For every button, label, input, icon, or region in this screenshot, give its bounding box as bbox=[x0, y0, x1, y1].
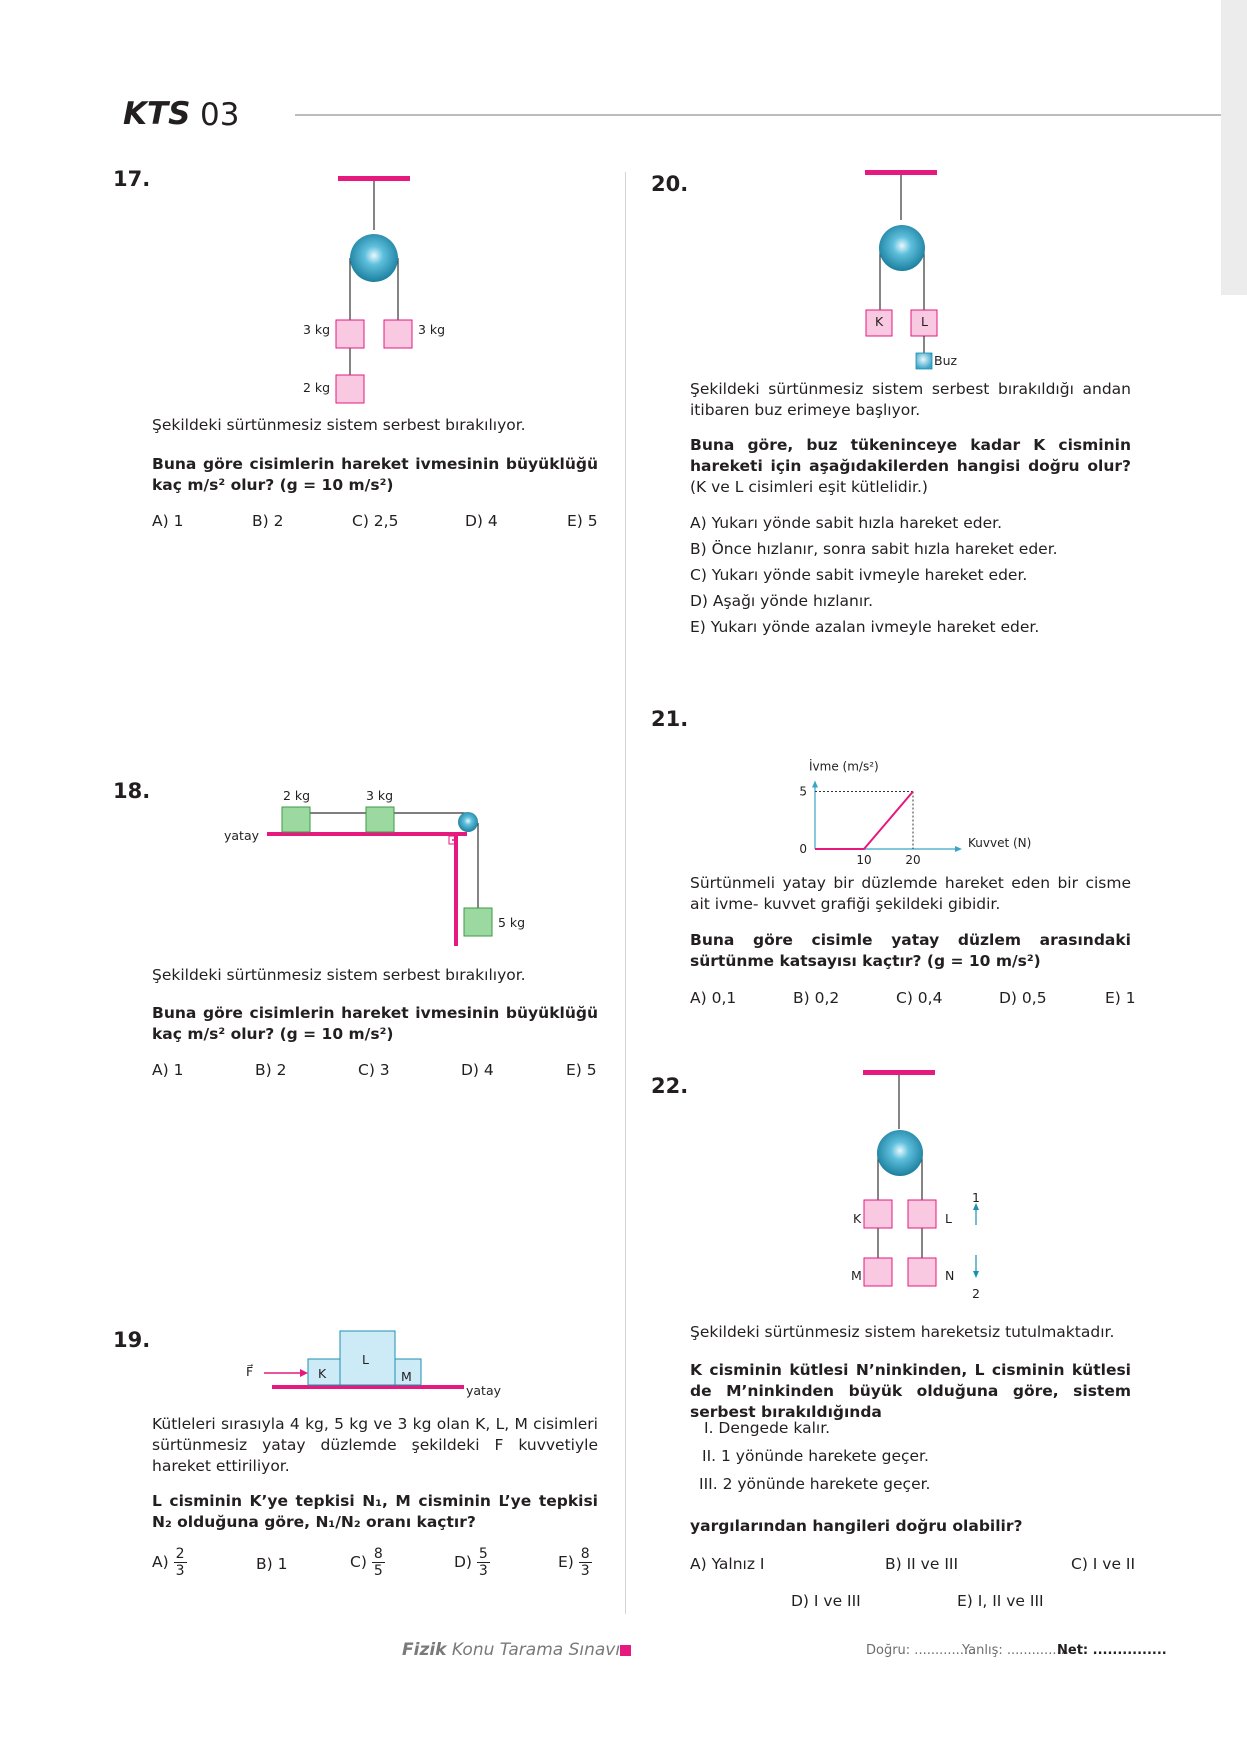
q18-box-3kg bbox=[366, 807, 394, 832]
q18-mass-1: 2 kg bbox=[283, 788, 311, 803]
q21-x-tick-10: 10 bbox=[856, 853, 872, 865]
q20-pulley bbox=[879, 225, 925, 271]
q22-box-n bbox=[908, 1258, 936, 1286]
q17-pulley bbox=[350, 234, 398, 282]
q18-option-a[interactable]: A) 1 bbox=[152, 1061, 184, 1079]
q19-surface-label: yatay bbox=[466, 1383, 502, 1398]
q19-option-b[interactable]: B) 1 bbox=[256, 1555, 288, 1573]
q21-x-axis-label: Kuvvet (N) bbox=[968, 836, 1032, 850]
q21-x-arrow bbox=[955, 846, 962, 852]
q21-option-e[interactable]: E) 1 bbox=[1105, 989, 1136, 1007]
q18-option-d[interactable]: D) 4 bbox=[461, 1061, 494, 1079]
q17-mass-2: 3 kg bbox=[418, 322, 446, 337]
q22-option-e[interactable]: E) I, II ve III bbox=[957, 1592, 1044, 1610]
q21-y-arrow bbox=[812, 781, 818, 788]
q20-label-k: K bbox=[875, 314, 884, 329]
q22-option-d[interactable]: D) I ve III bbox=[791, 1592, 861, 1610]
q19-option-c[interactable]: C) $\frac{8}{5}$ bbox=[350, 1546, 383, 1579]
q17-box-right bbox=[384, 320, 412, 348]
q17-mass-3: 2 kg bbox=[303, 380, 331, 395]
test-number: 03 bbox=[200, 97, 240, 133]
q18-mass-2: 3 kg bbox=[366, 788, 394, 803]
q20-stem: Şekildeki sürtünmesiz sistem serbest bırakıldığı andan itibaren buz erimeye başlıyor. bbox=[690, 380, 1131, 419]
q22-option-b[interactable]: B) II ve III bbox=[885, 1555, 959, 1573]
q19-stem: Kütleleri sırasıyla 4 kg, 5 kg ve 3 kg olan K, L, M cisimleri sürtünmesiz yatay düzlemde şekildeki F kuvvetiyle hareket ettiriliyor. bbox=[152, 1415, 598, 1475]
footer-title: Fizik Konu Tarama Sınavı bbox=[402, 1640, 621, 1660]
q22-box-l bbox=[908, 1200, 936, 1228]
q18-table-top bbox=[267, 832, 467, 836]
q20-number: 20. bbox=[651, 172, 689, 196]
q20-option-e[interactable]: E) Yukarı yönde azalan ivmeyle hareket eder. bbox=[690, 618, 1040, 636]
q21-question: Buna göre cisimle yatay düzlem arasındaki sürtünme katsayısı kaçtır? (g = 10 m/s²) bbox=[690, 931, 1131, 970]
q21-x-tick-20: 20 bbox=[905, 853, 921, 865]
q19-force-label: F⃗ bbox=[246, 1364, 254, 1379]
q20-label-l: L bbox=[921, 314, 928, 329]
q17-option-b[interactable]: B) 2 bbox=[252, 512, 284, 530]
q20-option-d[interactable]: D) Aşağı yönde hızlanır. bbox=[690, 592, 874, 610]
q19-floor bbox=[272, 1385, 464, 1389]
q19-fraction-c: $\frac{8}{5}$ bbox=[373, 1546, 383, 1579]
q22-number: 22. bbox=[651, 1074, 689, 1098]
q19-figure bbox=[240, 1325, 475, 1395]
q22-label-k: K bbox=[853, 1211, 862, 1226]
q22-box-m bbox=[864, 1258, 892, 1286]
q20-option-c[interactable]: C) Yukarı yönde sabit ivmeyle hareket eder. bbox=[690, 566, 1028, 584]
q18-surface-label: yatay bbox=[224, 828, 260, 843]
q17-box-left bbox=[336, 320, 364, 348]
q20-ice-label: Buz bbox=[934, 353, 958, 368]
q18-pulley bbox=[458, 812, 478, 832]
q20-ice bbox=[916, 353, 932, 369]
q17-option-d[interactable]: D) 4 bbox=[465, 512, 498, 530]
q21-series-line bbox=[815, 792, 913, 850]
q18-number: 18. bbox=[113, 779, 151, 803]
q22-closing: yargılarından hangileri doğru olabilir? bbox=[690, 1517, 1023, 1535]
q21-y-tick-5: 5 bbox=[799, 784, 807, 799]
q22-option-c[interactable]: C) I ve II bbox=[1071, 1555, 1136, 1573]
q22-label-n: N bbox=[945, 1268, 955, 1283]
q19-label-k: K bbox=[318, 1366, 327, 1381]
q19-fraction-d: $\frac{5}{3}$ bbox=[478, 1546, 488, 1579]
footer-dogru[interactable]: Doğru: ............... bbox=[866, 1643, 977, 1658]
q17-option-e[interactable]: E) 5 bbox=[567, 512, 598, 530]
q19-option-d[interactable]: D) $\frac{5}{3}$ bbox=[454, 1546, 488, 1579]
q22-pulley bbox=[877, 1130, 923, 1176]
q21-option-c[interactable]: C) 0,4 bbox=[896, 989, 943, 1007]
q21-stem: Sürtünmeli yatay bir düzlemde hareket eden bir cisme ait ivme- kuvvet grafiği şekildeki gibidir. bbox=[690, 874, 1131, 913]
q19-fraction-a: $\frac{2}{3}$ bbox=[175, 1546, 185, 1579]
q17-mass-1: 3 kg bbox=[303, 322, 331, 337]
q22-label-l: L bbox=[945, 1211, 952, 1226]
q18-option-e[interactable]: E) 5 bbox=[566, 1061, 597, 1079]
q19-label-l: L bbox=[362, 1352, 369, 1367]
q22-ceiling bbox=[863, 1070, 935, 1075]
column-divider bbox=[625, 172, 626, 1614]
q22-direction-1: 1 bbox=[972, 1190, 980, 1205]
q18-table-leg bbox=[454, 836, 458, 946]
q19-option-a[interactable]: A) $\frac{2}{3}$ bbox=[152, 1546, 185, 1579]
q19-option-e[interactable]: E) $\frac{8}{3}$ bbox=[558, 1546, 590, 1579]
q17-figure bbox=[290, 170, 440, 410]
q22-label-m: M bbox=[851, 1268, 862, 1283]
q18-option-b[interactable]: B) 2 bbox=[255, 1061, 287, 1079]
q21-option-b[interactable]: B) 0,2 bbox=[793, 989, 840, 1007]
q21-option-d[interactable]: D) 0,5 bbox=[999, 989, 1047, 1007]
footer-net[interactable]: Net: ............... bbox=[1057, 1643, 1167, 1658]
q17-box-bottom bbox=[336, 375, 364, 403]
q20-option-b[interactable]: B) Önce hızlanır, sonra sabit hızla hareket eder. bbox=[690, 540, 1058, 558]
q21-y-axis-label: İvme (m/s²) bbox=[809, 759, 879, 774]
q20-question: Buna göre, buz tükeninceye kadar K cisminin hareketi için aşağıdakilerden hangisi doğru olur? (K ve L cisimleri eşit kütlelidir.) bbox=[690, 436, 1131, 496]
q22-statement-3: III. 2 yönünde harekete geçer. bbox=[699, 1475, 931, 1493]
q17-option-c[interactable]: C) 2,5 bbox=[352, 512, 399, 530]
header-rule bbox=[295, 114, 1221, 116]
q21-number: 21. bbox=[651, 707, 689, 731]
q22-question: K cisminin kütlesi N’ninkinden, L cisminin kütlesi de M’ninkinden büyük olduğuna göre, sistem serbest bırakıldığında bbox=[690, 1361, 1131, 1421]
q18-box-2kg bbox=[282, 807, 310, 832]
q19-label-m: M bbox=[401, 1369, 412, 1384]
q21-y-tick-0: 0 bbox=[799, 842, 807, 856]
q17-question: Buna göre cisimlerin hareket ivmesinin büyüklüğü kaç m/s² olur? (g = 10 m/s²) bbox=[152, 455, 598, 494]
footer-yanlis[interactable]: Yanlış: ............... bbox=[962, 1643, 1069, 1658]
q21-option-a[interactable]: A) 0,1 bbox=[690, 989, 737, 1007]
q18-stem: Şekildeki sürtünmesiz sistem serbest bırakılıyor. bbox=[152, 966, 526, 984]
q18-box-5kg bbox=[464, 908, 492, 936]
q22-stem: Şekildeki sürtünmesiz sistem hareketsiz tutulmaktadır. bbox=[690, 1323, 1115, 1341]
brand-title: KTS bbox=[123, 96, 191, 132]
q19-question: L cisminin K’ye tepkisi N₁, M cisminin L’ye tepkisi N₂ olduğuna göre, N₁/N₂ oranı kaçtır? bbox=[152, 1492, 598, 1531]
q22-statement-2: II. 1 yönünde harekete geçer. bbox=[702, 1447, 929, 1465]
footer-square-icon bbox=[620, 1645, 631, 1656]
q22-figure bbox=[845, 1065, 1005, 1300]
q18-option-c[interactable]: C) 3 bbox=[358, 1061, 390, 1079]
q22-box-k bbox=[864, 1200, 892, 1228]
q19-number: 19. bbox=[113, 1328, 151, 1352]
q20-option-a[interactable]: A) Yukarı yönde sabit hızla hareket eder. bbox=[690, 514, 1003, 532]
q18-figure bbox=[260, 790, 530, 950]
q17-ceiling bbox=[338, 176, 410, 181]
q22-option-a[interactable]: A) Yalnız I bbox=[690, 1555, 765, 1573]
q17-stem: Şekildeki sürtünmesiz sistem serbest bırakılıyor. bbox=[152, 416, 526, 434]
q20-ceiling bbox=[865, 170, 937, 175]
q17-number: 17. bbox=[113, 167, 151, 191]
q19-fraction-e: $\frac{8}{3}$ bbox=[580, 1546, 590, 1579]
q18-question: Buna göre cisimlerin hareket ivmesinin büyüklüğü kaç m/s² olur? (g = 10 m/s²) bbox=[152, 1004, 598, 1043]
q18-mass-3: 5 kg bbox=[498, 915, 526, 930]
q20-figure bbox=[845, 165, 965, 375]
q22-statement-1: I. Dengede kalır. bbox=[704, 1419, 831, 1437]
page-edge-tab bbox=[1221, 0, 1247, 295]
q22-direction-2: 2 bbox=[972, 1286, 980, 1301]
q21-chart bbox=[795, 715, 1035, 865]
q17-option-a[interactable]: A) 1 bbox=[152, 512, 184, 530]
